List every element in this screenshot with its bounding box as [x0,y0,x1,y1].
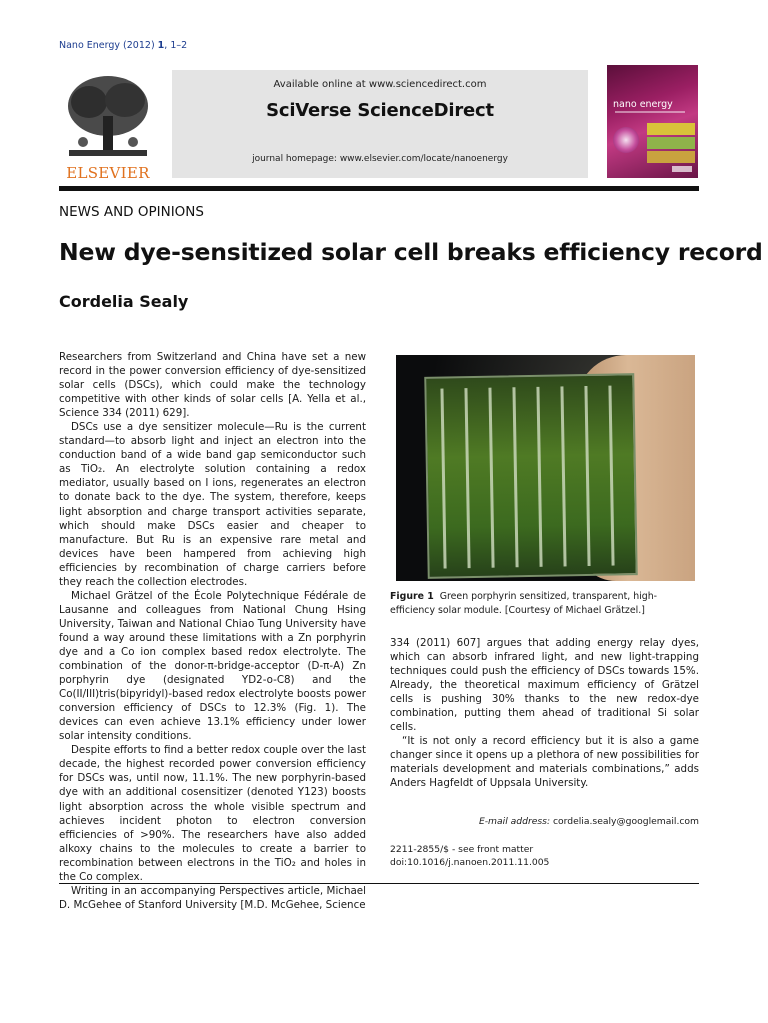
paragraph: Researchers from Switzerland and China have set a new record in the power conversion efficiency of dye-sensitized solar cells (DSCs), which could make the technology competitive with other kinds of solar cells [A. Yella et al., Science 334 (2011) 629]. [59,351,366,420]
paragraph: Writing in an accompanying Perspectives article, Michael D. McGehee of Stanford University [M.D. McGehee, Science [59,884,366,911]
email-address: cordelia.sealy@googlemail.com [552,816,699,827]
footer-rule [59,883,699,884]
tree-icon [59,72,157,160]
article-author: Cordelia Sealy [59,292,189,311]
elsevier-logo [59,72,157,182]
front-matter [390,843,549,869]
journal-reference [59,40,187,51]
email-label: E-mail address: [478,816,551,827]
header-rule [59,186,699,191]
issn-text: 2211-2855/$ - see front matter [390,844,534,855]
elsevier-wordmark: ELSEVIER [66,164,150,182]
journal-ref-prefix: Nano Energy (2012) [59,40,158,51]
paragraph: Michael Grätzel of the École Polytechnique Fédérale de Lausanne and colleagues from National Chung Hsing University, Taiwan and National Chiao Tung University have found a way around these limitations with a Zn porphyrin dye and a Co ion complex based redox electrolyte. The combination of the donor-π-bridge-acceptor (D-π-A) Zn porphyrin dye (designated YD2-o-C8) and the Co(II/III)tris(bipyridyl)-based redox electrolyte boosts power conversion efficiency of DSCs to 12.3% (Fig. 1). The devices can even achieve 13.1% efficiency under lower solar intensity conditions. [59,589,366,743]
left-column [59,350,366,912]
paragraph: “It is not only a record efficiency but it is also a game changer since it opens up a plethora of new possibilities for materials development and materials combinations,” adds Anders Hagfeldt of Uppsala University. [390,735,699,790]
sciencedirect-banner [172,70,588,178]
flower-graphic [613,127,639,153]
journal-ref-volume: 1 [157,40,165,51]
figure-photo [396,355,695,581]
author-email [390,816,699,827]
section-label: NEWS AND OPINIONS [59,204,204,220]
figure-label: Figure 1 [390,591,434,602]
figure-caption-text: Green porphyrin sensitized, transparent, high-efficiency solar module. [Courtesy of Michael Grätzel.] [390,591,658,616]
figure-caption [390,590,699,617]
available-online-text: Available online at www.sciencedirect.com [273,79,487,90]
cover-title: nano energy [613,99,673,110]
sciencedirect-title: SciVerse ScienceDirect [266,100,494,121]
doi-text: doi:10.1016/j.nanoen.2011.11.005 [390,857,550,868]
article-title: New dye-sensitized solar cell breaks efficiency record [59,238,763,266]
paragraph: 334 (2011) 607] argues that adding energy relay dyes, which can absorb infrared light, and new light-trapping techniques could push the efficiency of DSCs towards 15%. Already, the theoretical maximum efficiency of Grätzel cells is pushing 30% thanks to the new redox-dye combination, putting them ahead of traditional Si solar cells. [390,637,699,734]
paragraph: DSCs use a dye sensitizer molecule—Ru is the current standard—to absorb light and inject an electron into the conduction band of a wide band gap semiconductor such as TiO₂. An electrolyte solution containing a redox mediator, usually based on I ions, regenerates an electron to donate back to the dye. The system, therefore, keeps light absorption and charge transport activities separate, which should make DSCs easier and cheaper to manufacture. But Ru is an expensive rare metal and devices have been hampered from achieving high efficiencies by recombination of charge carriers before they reach the collection electrodes. [59,421,366,588]
right-column [390,636,699,791]
solar-module-graphic [424,373,637,579]
journal-ref-pages: , 1–2 [164,40,188,51]
journal-cover-image [607,65,698,178]
paragraph: Despite efforts to find a better redox couple over the last decade, the highest recorded power conversion efficiency for DSCs was, until now, 11.1%. The new porphyrin-based dye with an additional cosensitizer (denoted Y123) boosts light absorption across the whole visible spectrum and achieves incident photon to electron conversion efficiencies of >90%. The researchers have also added alkoxy chains to the molecules to create a barrier to recombination between electrons in the TiO₂ and holes in the Co complex. [59,744,366,883]
journal-homepage-text: journal homepage: www.elsevier.com/locate/nanoenergy [252,154,508,164]
